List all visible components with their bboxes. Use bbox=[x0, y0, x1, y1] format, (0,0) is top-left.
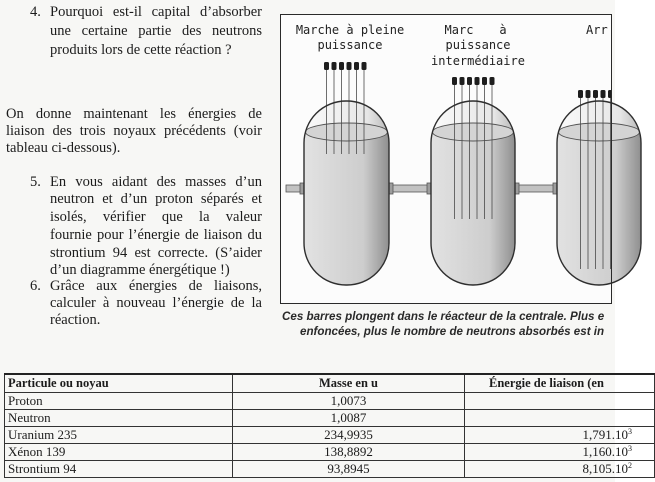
question-5-line: neutron et d’un proton séparés et bbox=[50, 191, 262, 207]
particle-cell: Strontium 94 bbox=[5, 461, 233, 478]
panel-3-label-line-1: Arr bbox=[586, 23, 608, 37]
diagram-caption-line: Ces barres plongent dans le réacteur de la centrale. Plus e bbox=[282, 310, 605, 323]
energy-exponent: 2 bbox=[628, 461, 632, 470]
question-5-line: En vous aidant des masses d’un bbox=[50, 174, 262, 190]
reactor-vessel-shutdown bbox=[557, 90, 641, 292]
energy-cell bbox=[465, 461, 655, 478]
panel-2-label-line-2: puissance bbox=[445, 38, 511, 52]
mass-cell: 1,0087 bbox=[233, 410, 465, 427]
energy-mantissa: 8,105.10 bbox=[582, 461, 628, 476]
table-row bbox=[5, 393, 655, 410]
panel-1-label-line-2: puissance bbox=[317, 38, 383, 52]
panel-2-label-line-1a: Marc bbox=[444, 23, 474, 37]
question-5-number: 5. bbox=[30, 174, 41, 190]
header-mass: Masse en u bbox=[233, 374, 465, 393]
question-5-line: isolés, vérifier que la valeur bbox=[50, 209, 262, 225]
intro-line: tableau ci-dessous). bbox=[6, 140, 121, 156]
mass-cell: 138,8892 bbox=[233, 444, 465, 461]
panel-1-label-line-1: Marche à pleine bbox=[295, 23, 405, 37]
question-5-line: strontium 94 est correcte. (S’aider bbox=[50, 245, 262, 261]
particle-cell: Proton bbox=[5, 393, 233, 410]
table-row bbox=[5, 427, 655, 444]
table-header-row bbox=[5, 374, 655, 393]
diagram-caption-line: enfoncées, plus le nombre de neutrons absorbés est in bbox=[300, 325, 605, 338]
panel-2-label-line-3: intermédiaire bbox=[431, 54, 525, 68]
particle-cell: Neutron bbox=[5, 410, 233, 427]
energy-cell bbox=[465, 444, 655, 461]
question-4-number: 4. bbox=[30, 4, 41, 20]
mass-cell: 234,9935 bbox=[233, 427, 465, 444]
question-6-line: Grâce aux énergies de liaisons, bbox=[50, 278, 262, 294]
energy-exponent: 3 bbox=[628, 444, 632, 453]
energy-cell bbox=[465, 410, 655, 427]
table-row bbox=[5, 444, 655, 461]
question-4-line: produits lors de cette réaction ? bbox=[50, 42, 232, 58]
question-4-line: Pourquoi est-il capital d’absorber bbox=[50, 4, 262, 20]
question-6-line: réaction. bbox=[50, 312, 101, 328]
header-particle: Particule ou noyau bbox=[5, 374, 233, 393]
mass-cell: 1,0073 bbox=[233, 393, 465, 410]
energy-exponent: 3 bbox=[628, 427, 632, 436]
table-row bbox=[5, 410, 655, 427]
question-4-line: une certaine partie des neutrons bbox=[50, 23, 262, 39]
binding-energy-table-wrapper bbox=[4, 373, 632, 478]
question-5-line: d’un diagramme énergétique !) bbox=[50, 262, 230, 278]
energy-cell bbox=[465, 393, 655, 410]
header-binding-energy: Énergie de liaison (en bbox=[465, 374, 655, 393]
energy-cell bbox=[465, 427, 655, 444]
particle-cell: Uranium 235 bbox=[5, 427, 233, 444]
question-5-line: fournie pour l’énergie de liaison du bbox=[50, 227, 262, 243]
reactor-control-rods-diagram bbox=[280, 14, 612, 304]
panel-2-label-line-1b: à bbox=[499, 23, 507, 37]
binding-energy-table bbox=[4, 373, 655, 478]
energy-mantissa: 1,791.10 bbox=[582, 427, 628, 442]
question-6-line: calculer à nouveau l’énergie de la bbox=[50, 295, 262, 311]
intro-line: liaison des trois noyaux précédents (voir bbox=[6, 123, 262, 139]
table-row bbox=[5, 461, 655, 478]
question-6-number: 6. bbox=[30, 278, 41, 294]
mass-cell: 93,8945 bbox=[233, 461, 465, 478]
intro-line: On donne maintenant les énergies de bbox=[6, 106, 262, 122]
energy-mantissa: 1,160.10 bbox=[582, 444, 628, 459]
particle-cell: Xénon 139 bbox=[5, 444, 233, 461]
